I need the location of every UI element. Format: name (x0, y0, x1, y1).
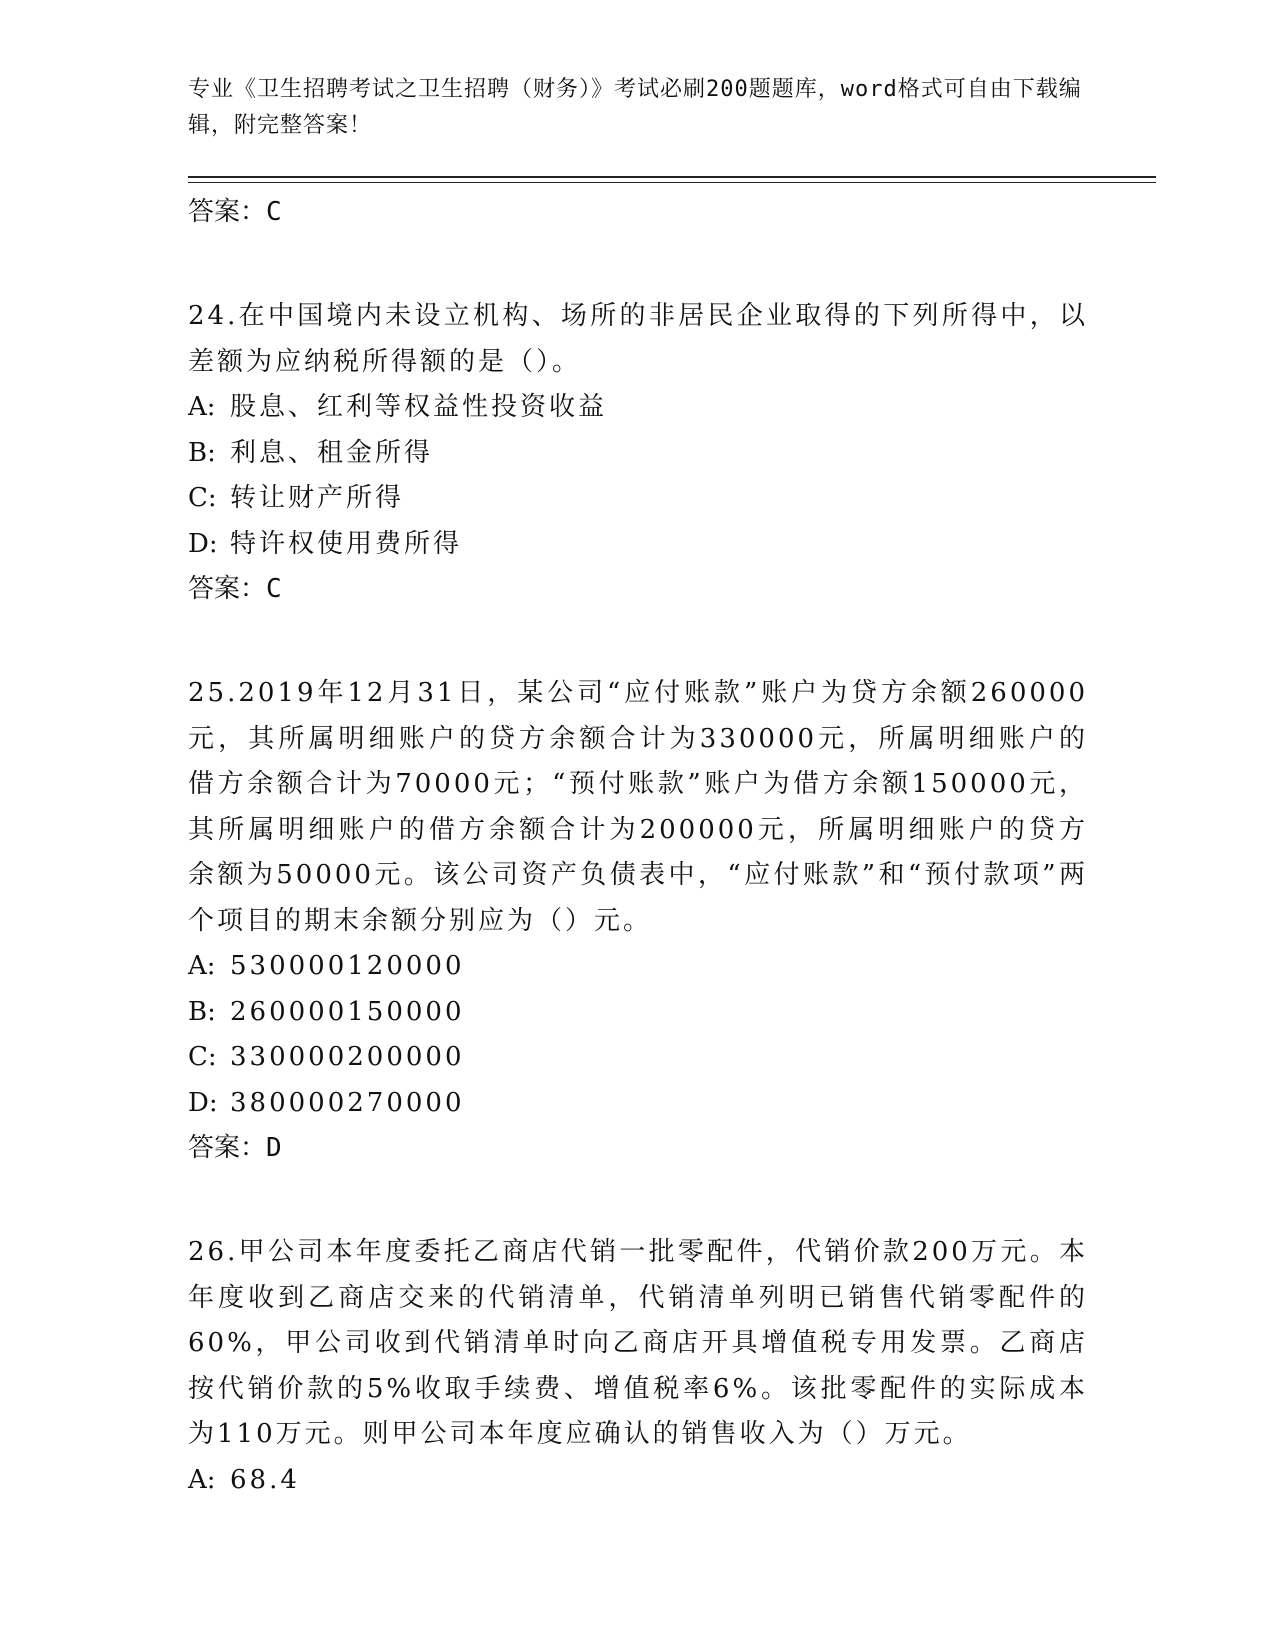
document-header (188, 72, 1088, 144)
question-25 (188, 671, 1088, 1171)
option-text: 股息、红利等权益性投资收益 (230, 392, 608, 422)
option-a (188, 1458, 1088, 1504)
option-c (188, 1035, 1088, 1081)
answer-line: 答案：D (188, 1133, 282, 1163)
question-26 (188, 1230, 1088, 1503)
question-text: 25.2019年12月31日，某公司“应付账款”账户为贷方余额260000元，其所属明细账户的贷方余额合计为330000元，所属明细账户的借方余额合计为70000元；“预付账款”账户为借方余额150000元，其所属明细账户的借方余额合计为200000元，所属明细账户的贷方余额为50000元。该公司资产负债表中，“应付账款”和“预付款项”两个项目的期末余额分别应为（）元。 (188, 678, 1088, 936)
option-label: D: (188, 528, 218, 559)
option-a (188, 385, 1088, 431)
option-text: 转让财产所得 (230, 483, 405, 513)
option-label: C: (188, 1042, 217, 1072)
header-text: 专业《卫生招聘考试之卫生招聘（财务）》考试必刷200题题库，word格式可自由下载编辑，附完整答案！ (188, 77, 1082, 138)
question-text: 24.在中国境内未设立机构、场所的非居民企业取得的下列所得中，以差额为应纳税所得额的是（）。 (188, 301, 1088, 377)
answer-line: 答案：C (188, 574, 282, 604)
option-label: C: (188, 483, 217, 513)
question-text: 26.甲公司本年度委托乙商店代销一批零配件，代销价款200万元。本年度收到乙商店交来的代销清单，代销清单列明已销售代销零配件的60%，甲公司收到代销清单时向乙商店开具增值税专用发票。乙商店按代销价款的5%收取手续费、增值税率6%。该批零配件的实际成本为110万元。则甲公司本年度应确认的销售收入为（）万元。 (188, 1237, 1088, 1449)
option-b (188, 990, 1088, 1036)
document-body (188, 190, 1088, 1503)
option-text: 利息、租金所得 (230, 437, 434, 468)
prev-question-answer: 答案：C (188, 197, 282, 227)
option-d (188, 1081, 1088, 1127)
option-label: B: (188, 437, 216, 468)
option-text: 68.4 (230, 1464, 300, 1495)
option-label: B: (188, 996, 216, 1027)
option-text: 260000150000 (230, 996, 465, 1027)
option-d (188, 522, 1088, 568)
option-label: D: (188, 1087, 218, 1118)
option-a (188, 944, 1088, 990)
option-label: A: (188, 1464, 216, 1495)
option-text: 330000200000 (230, 1042, 465, 1072)
option-text: 530000120000 (230, 951, 465, 981)
option-text: 特许权使用费所得 (230, 528, 463, 559)
option-label: A: (188, 951, 216, 981)
option-text: 380000270000 (230, 1087, 465, 1118)
header-divider-thick (188, 176, 1156, 178)
header-divider-thin (188, 182, 1156, 183)
option-b (188, 431, 1088, 477)
option-c (188, 476, 1088, 522)
question-24 (188, 294, 1088, 612)
option-label: A: (188, 392, 216, 422)
